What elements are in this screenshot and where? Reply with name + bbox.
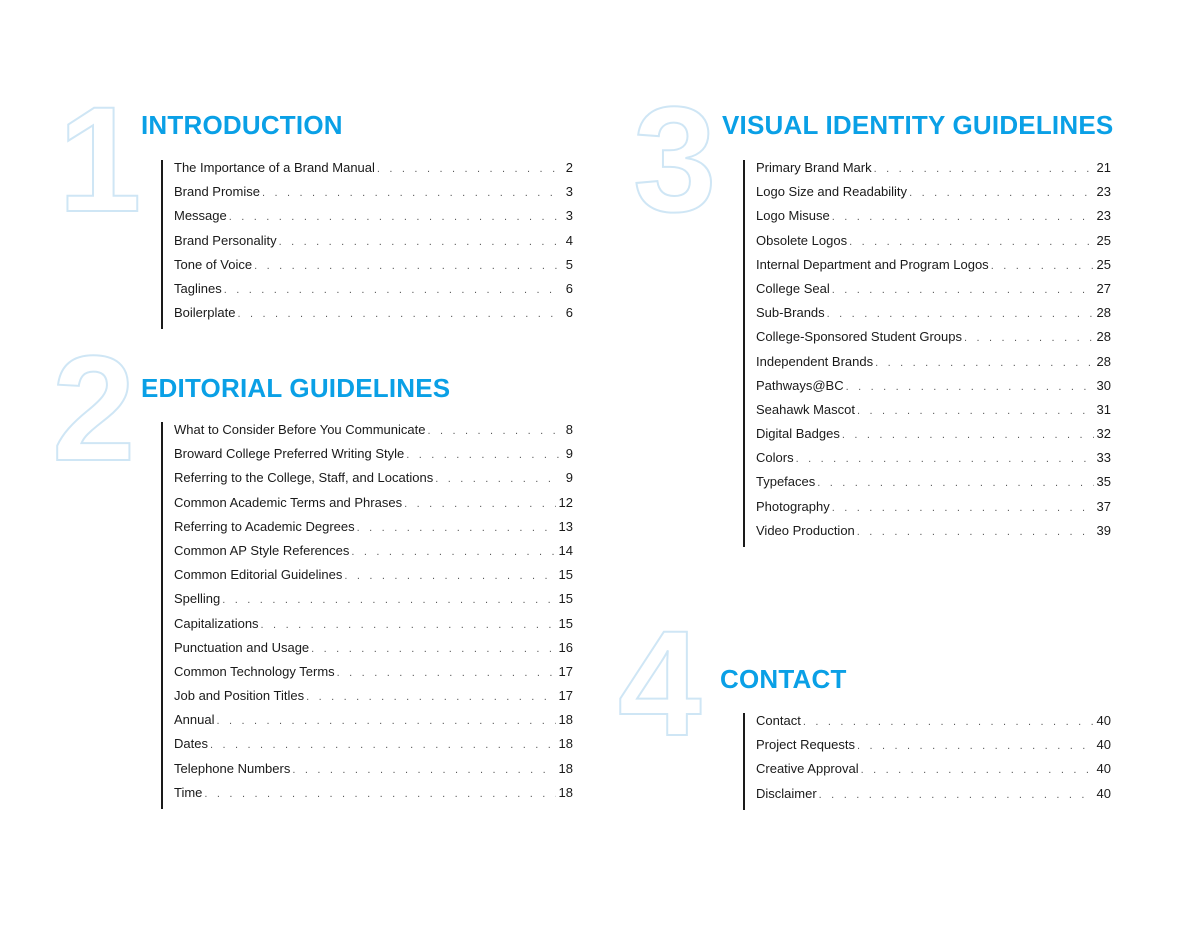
dot-leader — [832, 211, 1094, 223]
section-title: VISUAL IDENTITY GUIDELINES — [722, 110, 1114, 140]
toc-entry[interactable] — [174, 208, 573, 232]
toc-entry[interactable] — [756, 474, 1111, 498]
toc-entry-page-number: 28 — [1096, 305, 1111, 321]
toc-entry-label: What to Consider Before You Communicate — [174, 422, 426, 437]
toc-entry-label: Time — [174, 784, 203, 800]
section-number-outline: 1 — [58, 75, 142, 243]
toc-entry-label: Video Production — [756, 522, 855, 538]
dot-leader — [846, 381, 1094, 393]
dot-leader — [224, 284, 560, 296]
toc-entry-page-number: 4 — [565, 232, 573, 248]
toc-entry[interactable] — [174, 616, 573, 640]
toc-entry-label: Internal Department and Program Logos — [756, 256, 989, 272]
dot-leader — [857, 405, 1094, 417]
toc-list — [161, 160, 573, 329]
toc-entry-page-number: 33 — [1096, 450, 1111, 466]
toc-entry-page-number: 37 — [1096, 498, 1111, 514]
dot-leader — [210, 739, 556, 751]
toc-entry-label: Digital Badges — [756, 426, 840, 442]
toc-entry-page-number: 23 — [1096, 184, 1111, 200]
dot-leader — [857, 740, 1094, 752]
dot-leader — [861, 764, 1094, 776]
toc-entry-page-number: 9 — [565, 446, 573, 462]
toc-entry-page-number: 27 — [1096, 280, 1111, 296]
toc-entry[interactable] — [174, 736, 573, 760]
toc-entry[interactable] — [174, 281, 573, 305]
dot-leader — [832, 502, 1094, 514]
dot-leader — [306, 691, 555, 703]
toc-entry-label: Logo Misuse — [756, 208, 830, 224]
dot-leader — [857, 526, 1094, 538]
dot-leader — [909, 187, 1093, 199]
toc-entry-label: Common AP Style References — [174, 542, 350, 558]
toc-entry-label: Common Academic Terms and Phrases — [174, 494, 403, 510]
toc-entry-page-number: 21 — [1096, 160, 1111, 175]
dot-leader — [337, 667, 556, 679]
toc-entry[interactable] — [756, 450, 1111, 474]
dot-leader — [216, 715, 555, 727]
toc-entry[interactable] — [756, 329, 1111, 353]
toc-entry-page-number: 3 — [565, 208, 573, 224]
toc-entry-label: Obsolete Logos — [756, 232, 848, 248]
dot-leader — [229, 211, 560, 223]
dot-leader — [827, 308, 1094, 320]
dot-leader — [427, 425, 560, 437]
toc-entry[interactable] — [756, 305, 1111, 329]
dot-leader — [406, 449, 560, 461]
toc-entry-label: Disclaimer — [756, 785, 817, 801]
toc-entry[interactable] — [174, 257, 573, 281]
toc-entry[interactable] — [174, 543, 573, 567]
toc-entry-label: Tone of Voice — [174, 256, 253, 272]
toc-entry-page-number: 25 — [1096, 256, 1111, 272]
toc-entry-page-number: 25 — [1096, 232, 1111, 248]
toc-entry-page-number: 18 — [558, 712, 573, 728]
toc-entry[interactable] — [756, 208, 1111, 232]
toc-entry-page-number: 2 — [565, 160, 573, 175]
toc-entry[interactable] — [174, 305, 573, 329]
section-title: CONTACT — [720, 664, 847, 694]
toc-entry-label: Dates — [174, 736, 208, 752]
toc-entry-label: Capitalizations — [174, 615, 259, 631]
toc-entry[interactable] — [756, 354, 1111, 378]
toc-list — [161, 422, 573, 809]
toc-entry-page-number: 9 — [565, 470, 573, 486]
toc-entry[interactable] — [756, 426, 1111, 450]
toc-entry-label: Photography — [756, 498, 830, 514]
dot-leader — [262, 187, 560, 199]
toc-entry-label: Independent Brands — [756, 353, 874, 369]
toc-entry-label: Brand Promise — [174, 184, 260, 200]
dot-leader — [237, 308, 560, 320]
toc-entry[interactable] — [756, 761, 1111, 785]
toc-entry-label: Message — [174, 208, 227, 224]
toc-entry[interactable] — [756, 713, 1111, 737]
toc-entry-page-number: 5 — [565, 256, 573, 272]
toc-entry-page-number: 13 — [558, 518, 573, 534]
dot-leader — [435, 473, 560, 485]
toc-entry-page-number: 31 — [1096, 401, 1111, 417]
toc-entry-page-number: 39 — [1096, 522, 1111, 538]
toc-entry-label: Sub-Brands — [756, 305, 825, 321]
toc-entry-label: Creative Approval — [756, 761, 859, 777]
toc-entry[interactable] — [174, 446, 573, 470]
toc-entry-label: Referring to Academic Degrees — [174, 518, 355, 534]
toc-entry-page-number: 17 — [558, 688, 573, 704]
dot-leader — [311, 643, 555, 655]
toc-entry[interactable] — [756, 160, 1111, 184]
toc-entry[interactable] — [174, 495, 573, 519]
toc-entry-label: Logo Size and Readability — [756, 184, 908, 200]
toc-entry-page-number: 12 — [558, 494, 573, 510]
toc-entry[interactable] — [174, 470, 573, 494]
dot-leader — [254, 260, 560, 272]
toc-entry-label: Common Editorial Guidelines — [174, 567, 343, 583]
toc-entry-label: Job and Position Titles — [174, 688, 305, 704]
toc-entry-page-number: 32 — [1096, 426, 1111, 442]
toc-entry-page-number: 15 — [558, 591, 573, 607]
dot-leader — [796, 453, 1094, 465]
toc-entry-label: Annual — [174, 712, 215, 728]
toc-entry[interactable] — [756, 523, 1111, 547]
toc-entry-page-number: 18 — [558, 760, 573, 776]
toc-entry-label: Punctuation and Usage — [174, 639, 310, 655]
dot-leader — [842, 429, 1094, 441]
toc-entry-page-number: 28 — [1096, 353, 1111, 369]
toc-entry-label: Referring to the College, Staff, and Locations — [174, 470, 434, 486]
dot-leader — [849, 236, 1093, 248]
toc-entry[interactable] — [756, 786, 1111, 810]
toc-entry-page-number: 18 — [558, 784, 573, 800]
toc-entry-label: Brand Personality — [174, 232, 277, 248]
toc-entry[interactable] — [174, 640, 573, 664]
toc-entry-label: Project Requests — [756, 737, 855, 753]
toc-entry[interactable] — [174, 785, 573, 809]
section-title: EDITORIAL GUIDELINES — [141, 373, 451, 403]
dot-leader — [377, 163, 560, 175]
dot-leader — [991, 260, 1094, 272]
toc-entry-page-number: 23 — [1096, 208, 1111, 224]
dot-leader — [292, 764, 555, 776]
toc-entry-label: Primary Brand Mark — [756, 160, 872, 175]
section-number-outline: 3 — [633, 75, 717, 243]
dot-leader — [404, 498, 555, 510]
dot-leader — [279, 236, 560, 248]
toc-entry-label: Colors — [756, 450, 794, 466]
toc-entry[interactable] — [756, 281, 1111, 305]
toc-entry[interactable] — [756, 257, 1111, 281]
toc-entry-label: Broward College Preferred Writing Style — [174, 446, 405, 462]
toc-entry[interactable] — [174, 761, 573, 785]
toc-entry[interactable] — [174, 519, 573, 543]
toc-entry-label: Contact — [756, 713, 801, 728]
toc-entry-label: The Importance of a Brand Manual — [174, 160, 375, 175]
section-number-outline: 4 — [618, 599, 702, 767]
toc-entry-label: Pathways@BC — [756, 377, 844, 393]
toc-entry-page-number: 6 — [565, 305, 573, 321]
toc-entry-page-number: 17 — [558, 663, 573, 679]
toc-entry-page-number: 40 — [1096, 761, 1111, 777]
toc-entry-label: Typefaces — [756, 474, 816, 490]
toc-entry[interactable] — [174, 184, 573, 208]
toc-entry-page-number: 30 — [1096, 377, 1111, 393]
toc-entry[interactable] — [174, 233, 573, 257]
toc-entry[interactable] — [756, 499, 1111, 523]
section-number-outline: 2 — [52, 324, 136, 492]
dot-leader — [803, 716, 1094, 728]
toc-entry-label: College-Sponsored Student Groups — [756, 329, 962, 345]
toc-entry-label: Seahawk Mascot — [756, 401, 855, 417]
toc-entry[interactable] — [174, 160, 573, 184]
dot-leader — [204, 788, 555, 800]
toc-entry[interactable] — [174, 567, 573, 591]
toc-list — [743, 713, 1111, 810]
toc-entry-page-number: 3 — [565, 184, 573, 200]
dot-leader — [351, 546, 555, 558]
section-title: INTRODUCTION — [141, 110, 343, 140]
toc-entry[interactable] — [174, 591, 573, 615]
toc-entry[interactable] — [756, 378, 1111, 402]
toc-entry[interactable] — [756, 402, 1111, 426]
toc-entry-page-number: 6 — [565, 280, 573, 296]
toc-entry-page-number: 40 — [1096, 713, 1111, 728]
toc-entry[interactable] — [174, 422, 573, 446]
dot-leader — [875, 357, 1093, 369]
toc-entry-label: College Seal — [756, 280, 830, 296]
toc-entry-label: Spelling — [174, 591, 221, 607]
toc-entry-page-number: 14 — [558, 542, 573, 558]
toc-entry-page-number: 35 — [1096, 474, 1111, 490]
toc-entry[interactable] — [174, 688, 573, 712]
toc-entry-label: Telephone Numbers — [174, 760, 291, 776]
toc-entry-page-number: 18 — [558, 736, 573, 752]
toc-entry-page-number: 16 — [558, 639, 573, 655]
toc-entry-page-number: 15 — [558, 615, 573, 631]
dot-leader — [874, 163, 1094, 175]
dot-leader — [832, 284, 1094, 296]
toc-entry[interactable] — [174, 712, 573, 736]
toc-entry[interactable] — [756, 184, 1111, 208]
toc-entry-label: Boilerplate — [174, 305, 236, 321]
toc-list — [743, 160, 1111, 547]
toc-entry-page-number: 15 — [558, 567, 573, 583]
dot-leader — [222, 594, 555, 606]
dot-leader — [819, 789, 1094, 801]
toc-entry[interactable] — [174, 664, 573, 688]
toc-entry[interactable] — [756, 233, 1111, 257]
toc-entry-page-number: 40 — [1096, 785, 1111, 801]
dot-leader — [344, 570, 555, 582]
dot-leader — [261, 619, 556, 631]
toc-entry[interactable] — [756, 737, 1111, 761]
toc-entry-page-number: 8 — [565, 422, 573, 437]
dot-leader — [964, 332, 1094, 344]
toc-entry-page-number: 28 — [1096, 329, 1111, 345]
toc-entry-label: Taglines — [174, 280, 222, 296]
dot-leader — [817, 477, 1093, 489]
toc-entry-page-number: 40 — [1096, 737, 1111, 753]
dot-leader — [357, 522, 556, 534]
toc-entry-label: Common Technology Terms — [174, 663, 335, 679]
